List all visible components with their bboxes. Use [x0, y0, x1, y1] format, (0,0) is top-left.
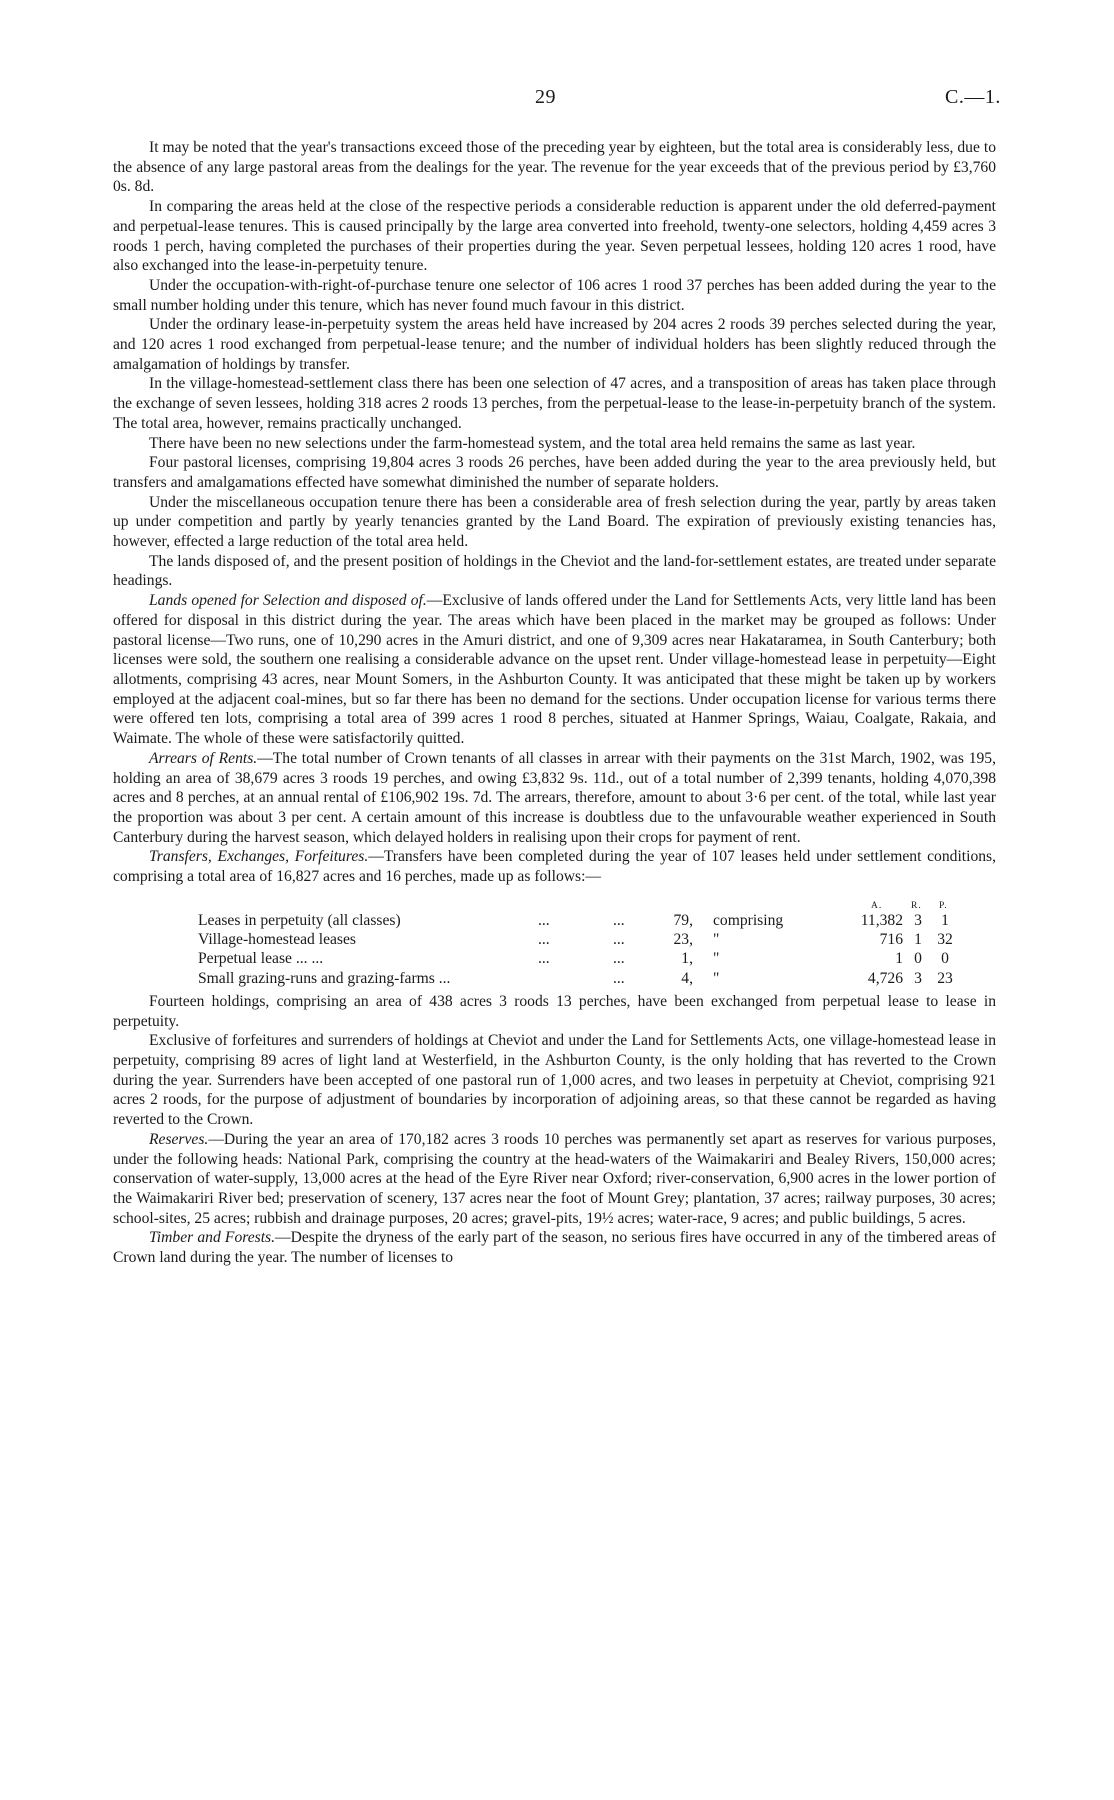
cell-roods: 1: [914, 931, 922, 949]
cell-label: Perpetual lease ... ...: [198, 950, 324, 968]
header-roods: R.: [911, 900, 922, 911]
paragraph: [113, 1130, 996, 1229]
paragraph-heading: Transfers, Exchanges, Forfeitures.: [149, 848, 369, 866]
paragraph-text: —Exclusive of lands offered under the Land for Settlements Acts, very little land has been offered for disposal in this district during the year. The areas which have been placed in the market may be grouped as follows: Under pastoral license—Two runs, one of 10,290 acres in the Amuri district, and one of 9,309 acres near Hakataramea, in South Canterbury; both licenses were sold, the southern one realising a considerable advance on the upset rent. Under village-homestead lease in perpetuity—Eight allotments, comprising 43 acres, near Mount Somers, in the Ashburton County. It was anticipated that these might be taken up by workers employed at the adjacent coal-mines, but so far there has been no demand for the sections. Under occupation license for various terms there were offered ten lots, comprising a total area of 399 acres 1 rood 8 perches, situated at Hanmer Springs, Waiau, Coalgate, Rakaia, and Waimate. The whole of these were satisfactorily quitted.: [113, 592, 996, 748]
paragraph-text: —During the year an area of 170,182 acres 3 roods 10 perches was permanently set apart as reserves for various purposes, under the following heads: National Park, comprising the country at the head-waters of the Waimakariri and Bealey Rivers, 150,000 acres; conservation of water-supply, 13,000 acres at the head of the Eyre River near Oxford; river-conservation, 6,900 acres in the lower portion of the Waimakariri River bed; preservation of scenery, 137 acres near the foot of Mount Grey; plantation, 37 acres; railway purposes, 30 acres; school-sites, 25 acres; rubbish and drainage purposes, 20 acres; gravel-pits, 19½ acres; water-race, 9 acres; and public buildings, 5 acres.: [113, 1130, 996, 1227]
paragraph: [113, 1031, 996, 1130]
paragraph: [113, 591, 996, 749]
paragraph-text: Under the occupation-with-right-of-purchase tenure one selector of 106 acres 1 rood 37 perches has been added during the year to the small number holding under this tenure, which has never found much favour in this district.: [113, 276, 996, 314]
cell-dots2: ...: [613, 911, 625, 929]
paragraph-text: Under the miscellaneous occupation tenure there has been a considerable area of fresh selection during the year, partly by areas taken up under competition and partly by yearly tenancies granted by the Land Board. The expiration of previously existing tenancies has, however, effected a large reduction of the total area held.: [113, 493, 996, 551]
cell-label: Leases in perpetuity (all classes): [198, 911, 401, 929]
cell-word: comprising: [713, 911, 784, 929]
paragraph-text: The lands disposed of, and the present position of holdings in the Cheviot and the land-for-settlement estates, are treated under separate headings.: [113, 552, 996, 590]
cell-word: ": [713, 931, 720, 949]
cell-dots1: ...: [538, 931, 550, 949]
cell-acres: 11,382: [860, 911, 903, 929]
page-number: 29: [535, 86, 556, 108]
paragraph: [113, 992, 996, 1031]
transfers-table: [113, 897, 996, 988]
paragraphs-before-table: [113, 138, 996, 887]
paragraph-text: Under the ordinary lease-in-perpetuity system the areas held have increased by 204 acres 2 roods 39 perches selected during the year, and 120 acres 1 rood exchanged from perpetual-lease tenure; and the number of individual holders has been slightly reduced through the amalgamation of holdings by transfer.: [113, 316, 996, 373]
cell-perches: 1: [941, 911, 949, 929]
paragraph-text: In the village-homestead-settlement class there has been one selection of 47 acres, and a transposition of areas has taken place through the exchange of seven lessees, holding 318 acres 2 roods 13 perches, from the perpetual-lease to the lease-in-perpetuity branch of the system. The total area, however, remains practically unchanged.: [113, 375, 996, 432]
cell-dots1: ...: [538, 950, 550, 968]
cell-acres: 716: [879, 931, 903, 949]
cell-count: 1,: [681, 950, 693, 968]
paragraph: [113, 493, 996, 552]
cell-dots2: ...: [613, 931, 625, 949]
table-row: [113, 969, 996, 988]
cell-count: 23,: [673, 931, 693, 949]
cell-count: 79,: [673, 911, 693, 929]
paragraph: [113, 847, 996, 886]
cell-perches: 0: [941, 950, 949, 968]
paragraph: [113, 374, 996, 433]
table-row: [113, 949, 996, 968]
paragraph-text: Four pastoral licenses, comprising 19,804 acres 3 roods 26 perches, have been added during the year to the area previously held, but transfers and amalgamations effected have somewhat diminished the number of separate holders.: [113, 454, 996, 491]
paragraph: [113, 197, 996, 276]
cell-count: 4,: [681, 969, 693, 987]
paragraph: [113, 1228, 996, 1267]
cell-acres: 4,726: [867, 969, 903, 987]
table-row: [113, 930, 996, 949]
paragraph-heading: Arrears of Rents.: [149, 749, 258, 767]
header-acres: A.: [871, 900, 883, 911]
paragraph-text: There have been no new selections under the farm-homestead system, and the total area held remains the same as last year.: [149, 434, 916, 452]
paragraph-text: It may be noted that the year's transactions exceed those of the preceding year by eighteen, but the total area is considerably less, due to the absence of any large pastoral areas from the dealings for the year. The revenue for the year exceeds that of the previous period by £3,760 0s. 8d.: [113, 139, 996, 196]
paragraph-text: In comparing the areas held at the close of the respective periods a considerable reduction is apparent under the old deferred-payment and perpetual-lease tenures. This is caused principally by the large area converted into freehold, twenty-one selectors, holding 4,459 acres 3 roods 1 perch, having completed the purchases of their properties during the year. Seven perpetual lessees, holding 120 acres 1 rood, have also exchanged into the lease-in-perpetuity tenure.: [113, 198, 996, 275]
table-rows: [113, 911, 996, 988]
document-reference: C.—1.: [945, 86, 1001, 108]
cell-roods: 3: [914, 969, 922, 987]
cell-dots2: ...: [613, 950, 625, 968]
cell-label: Small grazing-runs and grazing-farms ...: [198, 969, 451, 987]
paragraph: [113, 276, 996, 315]
paragraph-text: Exclusive of forfeitures and surrenders of holdings at Cheviot and under the Land for Settlements Acts, one village-homestead lease in perpetuity, comprising 89 acres of light land at Westerfield, in the Ashburton County, is the only holding that has reverted to the Crown during the year. Surrenders have been accepted of one pastoral run of 1,000 acres, and two leases in perpetuity at Cheviot, comprising 921 acres 2 roods, for the purpose of adjustment of boundaries by incorporation of adjoining areas, so that these cannot be regarded as having reverted to the Crown.: [113, 1032, 996, 1129]
paragraph: [113, 749, 996, 848]
paragraph: [113, 552, 996, 591]
cell-roods: 3: [914, 911, 922, 929]
paragraph-text: Fourteen holdings, comprising an area of 438 acres 3 roods 13 perches, have been exchanged from perpetual lease to lease in perpetuity.: [113, 992, 996, 1030]
table-header: [113, 897, 996, 911]
paragraph-heading: Reserves.: [149, 1130, 209, 1148]
cell-word: ": [713, 969, 720, 987]
paragraph-heading: Timber and Forests.: [149, 1229, 276, 1247]
paragraph: [113, 138, 996, 197]
cell-dots2: ...: [613, 969, 625, 987]
cell-perches: 23: [937, 969, 953, 987]
cell-dots1: ...: [538, 911, 550, 929]
cell-word: ": [713, 950, 720, 968]
body-text: [113, 138, 996, 1268]
paragraph-text: —Despite the dryness of the early part of the season, no serious fires have occurred in any of the timbered areas of Crown land during the year. The number of licenses to: [113, 1229, 997, 1267]
paragraphs-after-table: [113, 992, 996, 1268]
cell-acres: 1: [895, 950, 903, 968]
cell-label: Village-homestead leases: [198, 931, 356, 949]
cell-perches: 32: [937, 931, 953, 949]
paragraph: [113, 434, 996, 454]
paragraph-text: —Transfers have been completed during the year of 107 leases held under settlement conditions, comprising a total area of 16,827 acres and 16 perches, made up as follows:—: [113, 848, 996, 886]
paragraph-heading: Lands opened for Selection and disposed of.: [149, 592, 427, 610]
table-row: [113, 911, 996, 930]
paragraph: [113, 315, 996, 374]
paragraph: [113, 453, 996, 492]
header-perches: P.: [939, 900, 948, 911]
cell-roods: 0: [914, 950, 922, 968]
paragraph-text: —The total number of Crown tenants of all classes in arrear with their payments on the 31st March, 1902, was 195, holding an area of 38,679 acres 3 roods 19 perches, and owing £3,832 9s. 11d., out of a total number of 2,399 tenants, holding 4,070,398 acres and 8 perches, at an annual rental of £106,902 19s. 7d. The arrears, therefore, amount to about 3·6 per cent. of the total, while last year the proportion was about 3 per cent. A certain amount of this increase is doubtless due to the unfavourable weather experienced in South Canterbury during the harvest season, which delayed holders in realising upon their crops for payment of rent.: [113, 749, 996, 846]
